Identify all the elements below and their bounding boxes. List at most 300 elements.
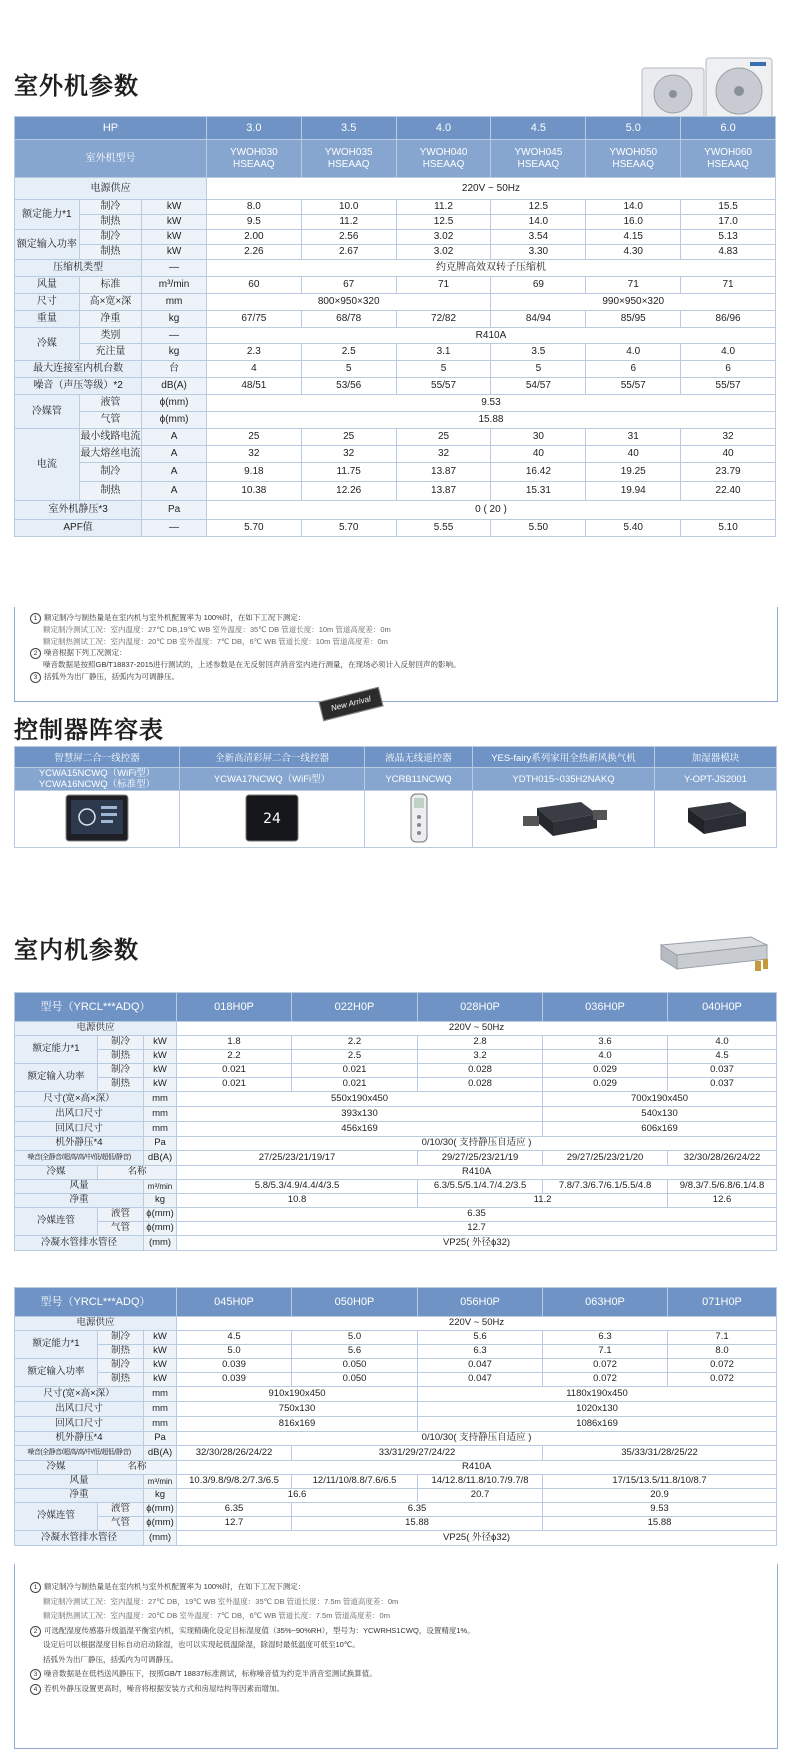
cell: 19.25 xyxy=(586,463,681,482)
cell: 6.35 xyxy=(292,1503,543,1517)
indoor-model-label: 型号（YRCL***ADQ） xyxy=(15,1288,177,1317)
cell: 32 xyxy=(681,429,776,446)
note-text: 额定制冷与制热量是在室内机与室外机配置率为 100%时，在如下工况下测定： xyxy=(44,1582,306,1591)
input-power-label: 额定输入功率 xyxy=(15,230,80,260)
cell: 9.5 xyxy=(206,215,301,230)
controller-name: 智慧屏二合一线控器 xyxy=(15,747,180,768)
model-line: YCWA16NCWQ（标准型） xyxy=(38,779,156,790)
size-row xyxy=(15,1387,777,1402)
cell: 14/12.8/11.8/10.7/9.7/8 xyxy=(418,1475,543,1489)
cell: 3.30 xyxy=(491,245,586,260)
cell: 0/10/30( 支持静压自适应 ) xyxy=(177,1137,777,1151)
cell: 55/57 xyxy=(586,378,681,395)
cell: 6.35 xyxy=(177,1208,777,1222)
cell: 9.53 xyxy=(543,1503,777,1517)
cell: 5.50 xyxy=(491,520,586,537)
noise-row xyxy=(15,1151,777,1166)
cell: 23.79 xyxy=(681,463,776,482)
cell: 60 xyxy=(206,277,301,294)
controller-image-row xyxy=(15,791,777,848)
cell: R410A xyxy=(177,1166,777,1180)
unit-label: mm xyxy=(144,1092,177,1107)
unit-label: ϕ(mm) xyxy=(144,1222,177,1236)
cell: 16.42 xyxy=(491,463,586,482)
indoor-model: 028H0P xyxy=(418,993,543,1022)
cell: 20.9 xyxy=(543,1489,777,1503)
gas-pipe-label: 气管 xyxy=(98,1517,144,1531)
pipe-liquid-row xyxy=(15,1503,777,1517)
unit-label: kW xyxy=(144,1373,177,1387)
cell: 40 xyxy=(491,446,586,463)
refrigerant-row xyxy=(15,1461,777,1475)
current-label: 电流 xyxy=(15,429,80,501)
cell: 3.5 xyxy=(491,344,586,361)
refrigerant-value: R410A xyxy=(206,328,775,344)
cell: 2.26 xyxy=(206,245,301,260)
cell: 4.0 xyxy=(681,344,776,361)
input-heat-row xyxy=(15,1373,777,1387)
cell: 2.67 xyxy=(301,245,396,260)
note-line xyxy=(30,624,770,636)
cell: 9.53 xyxy=(206,395,775,412)
unit-label: m³/min xyxy=(144,1180,177,1194)
cool-label: 制冷 xyxy=(98,1359,144,1373)
outlet-label: 出风口尺寸 xyxy=(15,1107,144,1122)
cell: 2.2 xyxy=(177,1050,292,1064)
model-line: HSEAAQ xyxy=(327,158,370,170)
cap-cool-row xyxy=(15,1036,777,1050)
cell: 910x190x450 xyxy=(177,1387,418,1402)
screen-temperature: 24 xyxy=(263,810,281,827)
cell: 55/57 xyxy=(681,378,776,395)
max-units-row xyxy=(15,361,776,378)
model-label: 室外机型号 xyxy=(15,140,207,178)
cell: 0.072 xyxy=(543,1373,668,1387)
hp-value: 3.0 xyxy=(206,117,301,140)
note-line xyxy=(30,1609,770,1624)
unit-label: mm xyxy=(144,1417,177,1432)
airflow-row xyxy=(15,1475,777,1489)
pipe-gas-row xyxy=(15,1222,777,1236)
heat-label: 制热 xyxy=(79,245,141,260)
noise-label: 噪音(全静音/超高/高/中/低/超低/静音) xyxy=(15,1151,144,1166)
model-line: HSEAAQ xyxy=(233,158,275,170)
cell: 2.00 xyxy=(206,230,301,245)
cell: 15.88 xyxy=(543,1517,777,1531)
input-cool-row xyxy=(15,1064,777,1078)
cell: 4.0 xyxy=(543,1050,668,1064)
noise-label: 噪音(全静音/超高/高/中/低/超低/静音) xyxy=(15,1446,144,1461)
cell: 5 xyxy=(396,361,491,378)
model-cell xyxy=(491,140,586,178)
unit-label: kW xyxy=(142,200,207,215)
indoor-model-row xyxy=(15,993,777,1022)
note-line xyxy=(30,671,770,683)
cell: 11.2 xyxy=(396,200,491,215)
cell: 0.028 xyxy=(418,1078,543,1092)
unit-label: ϕ(mm) xyxy=(144,1503,177,1517)
unit-label: mm xyxy=(144,1387,177,1402)
cool-label: 制冷 xyxy=(79,200,141,215)
airflow-label: 风量 xyxy=(15,277,80,294)
cell: 32 xyxy=(206,446,301,463)
cell: 12.5 xyxy=(396,215,491,230)
cell: 0.039 xyxy=(177,1373,292,1387)
cool-label: 制冷 xyxy=(98,1064,144,1078)
cell: 3.02 xyxy=(396,230,491,245)
cell: 0 ( 20 ) xyxy=(206,501,775,520)
note-text: 括弧外为出厂静压，括弧内为可调静压。 xyxy=(44,671,179,681)
outlet-label: 出风口尺寸 xyxy=(15,1402,144,1417)
cell: 0.037 xyxy=(668,1078,777,1092)
pipe-label: 冷媒连管 xyxy=(15,1208,98,1236)
note-text: 额定制冷测试工况：室内温度：27℃ DB,19℃ WB 室外温度：35℃ DB 管道长度：10m 管道高度差：0m xyxy=(43,625,391,634)
unit-label: mm xyxy=(144,1122,177,1137)
cell: 990×950×320 xyxy=(491,294,776,311)
cap-heat-row xyxy=(15,1345,777,1359)
cell: 6.3/5.5/5.1/4.7/4.2/3.5 xyxy=(418,1180,543,1194)
refrigerant-name-label: 名称 xyxy=(98,1461,177,1475)
note-number: 2 xyxy=(30,1626,41,1637)
gas-pipe-label: 气管 xyxy=(98,1222,144,1236)
unit-label: dB(A) xyxy=(144,1446,177,1461)
note-text: 噪音数据是在低档送风静压下，按照GB/T 18837标准测试，标称噪音值为约克半消音室测试换算值。 xyxy=(44,1669,377,1678)
model-cell xyxy=(206,140,301,178)
cell: 71 xyxy=(396,277,491,294)
indoor-model: 063H0P xyxy=(543,1288,668,1317)
static-pressure-row xyxy=(15,1137,777,1151)
cell: 816x169 xyxy=(177,1417,418,1432)
note-line xyxy=(30,1667,770,1682)
indoor-model: 018H0P xyxy=(177,993,292,1022)
cell: 5.40 xyxy=(586,520,681,537)
cell: 11.2 xyxy=(418,1194,668,1208)
cell: 14.0 xyxy=(491,215,586,230)
cell: 71 xyxy=(681,277,776,294)
input-power-label: 额定输入功率 xyxy=(15,1064,98,1092)
cell: 0.029 xyxy=(543,1078,668,1092)
input-cool-row xyxy=(15,1359,777,1373)
cell: 67/75 xyxy=(206,311,301,328)
unit-label: kW xyxy=(144,1359,177,1373)
cell: 25 xyxy=(206,429,301,446)
cell: 4.0 xyxy=(586,344,681,361)
note-text: 噪音根据下列工况测定： xyxy=(44,648,127,657)
cell: 12.7 xyxy=(177,1222,777,1236)
outdoor-notes xyxy=(30,612,770,683)
cell: 25 xyxy=(301,429,396,446)
cell: 5 xyxy=(491,361,586,378)
weight-label: 净重 xyxy=(15,1194,144,1208)
power-label: 电源供应 xyxy=(15,178,207,200)
compressor-value: 约克牌高效双转子压缩机 xyxy=(206,260,775,277)
cell: 11.75 xyxy=(301,463,396,482)
heat-label: 制热 xyxy=(79,215,141,230)
cell: 55/57 xyxy=(396,378,491,395)
cell: 4.5 xyxy=(177,1331,292,1345)
note-line xyxy=(30,1595,770,1610)
cell: 31 xyxy=(586,429,681,446)
cell: 5.6 xyxy=(292,1345,418,1359)
cell: 606x169 xyxy=(543,1122,777,1137)
cell: VP25( 外径ϕ32) xyxy=(177,1236,777,1251)
note-number: 1 xyxy=(30,1582,41,1593)
note-line xyxy=(30,1638,770,1653)
cell: 22.40 xyxy=(681,482,776,501)
cell: 0.050 xyxy=(292,1359,418,1373)
static-pressure-label: 机外静压*4 xyxy=(15,1432,144,1446)
hd-color-controller-image xyxy=(180,791,365,848)
cell: 5.10 xyxy=(681,520,776,537)
cell: 0.029 xyxy=(543,1064,668,1078)
model-line: YWOH040 xyxy=(419,147,468,158)
max-fuse-label: 最大熔丝电流 xyxy=(79,446,141,463)
apf-label: APF值 xyxy=(15,520,142,537)
indoor-spec-table-1 xyxy=(14,992,777,1251)
cell: 5.70 xyxy=(206,520,301,537)
cell: 71 xyxy=(586,277,681,294)
cell: 40 xyxy=(586,446,681,463)
size-label: 尺寸(宽×高×深） xyxy=(15,1387,144,1402)
unit-label: A xyxy=(142,429,207,446)
airflow-sub: 标准 xyxy=(79,277,141,294)
controller-name: 液晶无线遥控器 xyxy=(365,747,473,768)
unit-label: kg xyxy=(144,1489,177,1503)
cell: 17.0 xyxy=(681,215,776,230)
pipe-liquid-row xyxy=(15,1208,777,1222)
indoor-section-title: 室内机参数 xyxy=(14,937,139,964)
outdoor-section-title: 室外机参数 xyxy=(14,73,139,100)
cell: 3.02 xyxy=(396,245,491,260)
unit-label: kW xyxy=(144,1064,177,1078)
cell: 19.94 xyxy=(586,482,681,501)
pipe-gas-row xyxy=(15,1517,777,1531)
controller-model xyxy=(15,768,180,791)
indoor-model-row xyxy=(15,1288,777,1317)
power-value: 220V ~ 50Hz xyxy=(206,178,775,200)
cell: 0.047 xyxy=(418,1373,543,1387)
static-pressure-label: 室外机静压*3 xyxy=(15,501,142,520)
cell: 29/27/25/23/21/19 xyxy=(418,1151,543,1166)
cell: 10.3/9.8/9/8.2/7.3/6.5 xyxy=(177,1475,292,1489)
heat-label: 制热 xyxy=(98,1078,144,1092)
static-pressure-row xyxy=(15,501,776,520)
note-number: 1 xyxy=(30,613,41,624)
cell: 0.072 xyxy=(668,1359,777,1373)
cell: 4.83 xyxy=(681,245,776,260)
unit-label: m³/min xyxy=(142,277,207,294)
cell: 15.31 xyxy=(491,482,586,501)
cell: 11.2 xyxy=(301,215,396,230)
cell: 0.072 xyxy=(668,1373,777,1387)
refrigerant-type-row xyxy=(15,328,776,344)
model-line: YWOH045 xyxy=(514,147,563,158)
cell: 1020x130 xyxy=(418,1402,777,1417)
cell: 32 xyxy=(396,446,491,463)
hp-value: 5.0 xyxy=(586,117,681,140)
indoor-model: 045H0P xyxy=(177,1288,292,1317)
unit-label: ϕ(mm) xyxy=(144,1517,177,1531)
humidifier-module-image xyxy=(655,791,777,848)
refrigerant-label: 冷媒 xyxy=(15,1166,98,1180)
unit-label: mm xyxy=(144,1402,177,1417)
cap-heat-row xyxy=(15,215,776,230)
cell: 5.70 xyxy=(301,520,396,537)
cell: 9/8.3/7.5/6.8/6.1/4.8 xyxy=(668,1180,777,1194)
cell: 0.037 xyxy=(668,1064,777,1078)
cell: 1086x169 xyxy=(418,1417,777,1432)
cell: 4.5 xyxy=(668,1050,777,1064)
liquid-pipe-label: 液管 xyxy=(79,395,141,412)
cell: 0.021 xyxy=(292,1064,418,1078)
cell: 20.7 xyxy=(418,1489,543,1503)
cell: 86/96 xyxy=(681,311,776,328)
unit-label: 台 xyxy=(142,361,207,378)
static-pressure-label: 机外静压*4 xyxy=(15,1137,144,1151)
unit-label: — xyxy=(142,260,207,277)
compressor-label: 压缩机类型 xyxy=(15,260,142,277)
power-label: 电源供应 xyxy=(15,1022,177,1036)
unit-label: kg xyxy=(142,344,207,361)
note-text: 额定制冷测试工况：室内温度：27℃ DB，19℃ WB 室外温度：35℃ DB 管道长度：7.5m 管道高度差：0m xyxy=(43,1596,399,1606)
cell: 4.15 xyxy=(586,230,681,245)
min-circuit-label: 最小线路电流 xyxy=(79,429,141,446)
size-label: 尺寸 xyxy=(15,294,80,311)
new-arrival-badge: New Arrival xyxy=(319,687,384,721)
current-fuse-row xyxy=(15,446,776,463)
note-number: 3 xyxy=(30,672,41,683)
cell: 7.1 xyxy=(543,1345,668,1359)
cell: 1.8 xyxy=(177,1036,292,1050)
note-number: 4 xyxy=(30,1684,41,1695)
weight-label: 重量 xyxy=(15,311,80,328)
gas-pipe-label: 气管 xyxy=(79,412,141,429)
unit-label: mm xyxy=(144,1107,177,1122)
controller-model-row xyxy=(15,768,777,791)
wireless-remote-image xyxy=(365,791,473,848)
controller-model: YCWA17NCWQ（WiFi型） xyxy=(180,768,365,791)
cell: 32/30/28/26/24/22 xyxy=(177,1446,292,1461)
model-line: YWOH030 xyxy=(229,147,278,158)
controller-name: 加湿器模块 xyxy=(655,747,777,768)
cell: 5.0 xyxy=(177,1345,292,1359)
unit-label: — xyxy=(142,520,207,537)
cell: R410A xyxy=(177,1461,777,1475)
refrigerant-name-label: 名称 xyxy=(98,1166,177,1180)
cell: 25 xyxy=(396,429,491,446)
unit-label: kW xyxy=(142,245,207,260)
airflow-row xyxy=(15,277,776,294)
outdoor-spec-table xyxy=(14,116,776,537)
pipe-label: 冷媒管 xyxy=(15,395,80,429)
capacity-label: 额定能力*1 xyxy=(15,1331,98,1359)
cell: 393x130 xyxy=(177,1107,543,1122)
model-cell xyxy=(586,140,681,178)
drain-label: 冷凝水管排水管径 xyxy=(15,1531,144,1546)
cell: 2.8 xyxy=(418,1036,543,1050)
cell: 5.55 xyxy=(396,520,491,537)
unit-label: (mm) xyxy=(144,1236,177,1251)
heat-label: 制热 xyxy=(98,1345,144,1359)
cell: 6.3 xyxy=(418,1345,543,1359)
cell: 12.26 xyxy=(301,482,396,501)
hp-value: 4.0 xyxy=(396,117,491,140)
controller-section-title: 控制器阵容表 xyxy=(14,717,164,744)
refrigerant-type-label: 类别 xyxy=(79,328,141,344)
return-row xyxy=(15,1417,777,1432)
unit-label: kW xyxy=(144,1331,177,1345)
model-cell xyxy=(681,140,776,178)
cell: 29/27/25/23/21/20 xyxy=(543,1151,668,1166)
cell: 0.028 xyxy=(418,1064,543,1078)
input-power-label: 额定输入功率 xyxy=(15,1359,98,1387)
cell: 17/15/13.5/11.8/10/8.7 xyxy=(543,1475,777,1489)
cell: 0.050 xyxy=(292,1373,418,1387)
cell: 10.38 xyxy=(206,482,301,501)
hp-row xyxy=(15,117,776,140)
note-text: 可选配湿度传感器升级温湿平衡室内机，实现精确化设定目标湿度值（35%~90%RH），型号为：YCWRHS1CWQ，设置精度1%。 xyxy=(44,1625,475,1635)
unit-label: kW xyxy=(142,230,207,245)
refrigerant-fill-row xyxy=(15,344,776,361)
refrigerant-label: 冷媒 xyxy=(15,1461,98,1475)
model-line: HSEAAQ xyxy=(707,158,749,170)
cool-label: 制冷 xyxy=(98,1036,144,1050)
capacity-label: 额定能力*1 xyxy=(15,200,80,230)
controller-model: YCRB11NCWQ xyxy=(365,768,473,791)
cell: 220V ~ 50Hz xyxy=(177,1317,777,1331)
controller-table xyxy=(14,746,777,848)
cell: 6.3 xyxy=(543,1331,668,1345)
airflow-label: 风量 xyxy=(15,1180,144,1194)
cell: 72/82 xyxy=(396,311,491,328)
cell: 220V ~ 50Hz xyxy=(177,1022,777,1036)
note-text: 括弧外为出厂静压，括弧内为可调静压。 xyxy=(43,1654,178,1664)
cell: 85/95 xyxy=(586,311,681,328)
indoor-model: 022H0P xyxy=(292,993,418,1022)
cell: 2.5 xyxy=(292,1050,418,1064)
controller-name: 全新高清彩屏二合一线控器 xyxy=(180,747,365,768)
unit-label: (mm) xyxy=(144,1531,177,1546)
noise-row xyxy=(15,378,776,395)
indoor-model: 056H0P xyxy=(418,1288,543,1317)
cell: 550x190x450 xyxy=(177,1092,543,1107)
heat-label: 制热 xyxy=(98,1050,144,1064)
pipe-liquid-row xyxy=(15,395,776,412)
cell: 13.87 xyxy=(396,482,491,501)
unit-label: kW xyxy=(142,215,207,230)
cap-heat-row xyxy=(15,1050,777,1064)
model-line: HSEAAQ xyxy=(517,158,560,170)
unit-label: dB(A) xyxy=(144,1151,177,1166)
model-line: YCWA15NCWQ（WiFi型） xyxy=(38,768,156,779)
model-cell xyxy=(396,140,491,178)
cell: 7.8/7.3/6.7/6.1/5.5/4.8 xyxy=(543,1180,668,1194)
cell: 3.1 xyxy=(396,344,491,361)
current-heat-row xyxy=(15,482,776,501)
liquid-pipe-label: 液管 xyxy=(98,1503,144,1517)
indoor-spec-table-2 xyxy=(14,1287,777,1546)
cell: 32 xyxy=(301,446,396,463)
cell: 5.6 xyxy=(418,1331,543,1345)
power-label: 电源供应 xyxy=(15,1317,177,1331)
refrigerant-label: 冷媒 xyxy=(15,328,80,361)
indoor-model: 050H0P xyxy=(292,1288,418,1317)
cool-label: 制冷 xyxy=(79,463,141,482)
model-line: HSEAAQ xyxy=(612,158,655,170)
indoor-notes xyxy=(30,1580,770,1696)
hp-value: 6.0 xyxy=(681,117,776,140)
cell: 0.072 xyxy=(543,1359,668,1373)
